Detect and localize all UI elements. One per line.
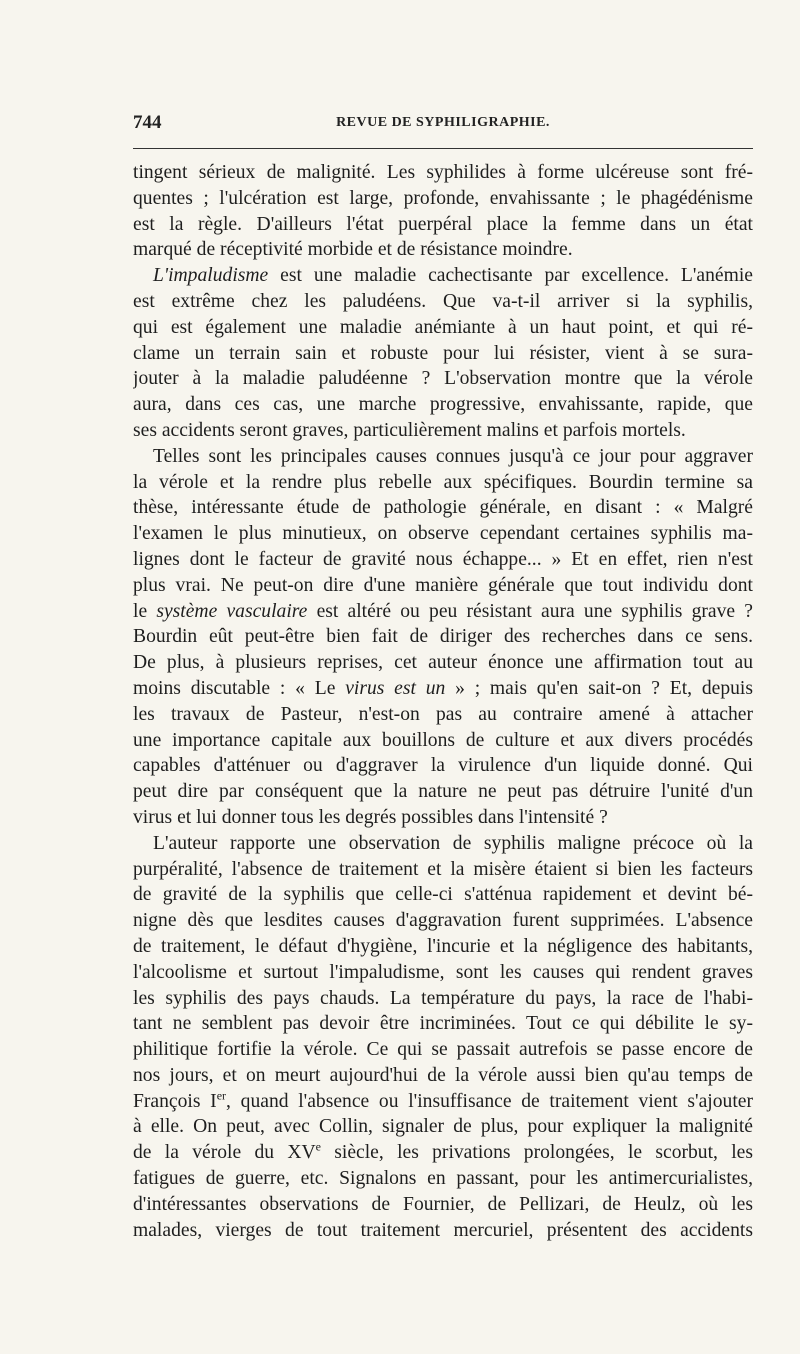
text-line: qui est également une maladie anémiante à un haut point, et qui ré- xyxy=(133,316,753,338)
text-line: est la règle. D'ailleurs l'état puerpéral place la femme dans un état xyxy=(133,213,753,235)
text-line: peut dire par conséquent que la nature ne peut pas détruire l'unité d'un xyxy=(133,781,753,803)
text-line: jouter à la maladie paludéenne ? L'observation montre que la vérole xyxy=(133,368,753,390)
text-line: les syphilis des pays chauds. La température du pays, la race de l'habi- xyxy=(133,987,753,1009)
text-line: l'examen le plus minutieux, on observe cependant certaines syphilis ma- xyxy=(133,523,753,545)
text-line: Bourdin eût peut-être bien fait de diriger des recherches dans ce sens. xyxy=(133,626,753,648)
text-line: à elle. On peut, avec Collin, signaler de plus, pour expliquer la malignité xyxy=(133,1116,753,1138)
italic-term: système vasculaire xyxy=(156,600,308,622)
superscript: e xyxy=(315,1140,321,1154)
text-line: d'intéressantes observations de Fournier, de Pellizari, de Heulz, où les xyxy=(133,1193,753,1215)
text-line: purpéralité, l'absence de traitement et la misère étaient si bien les facteurs xyxy=(133,858,753,880)
text-line: quentes ; l'ulcération est large, profonde, envahissante ; le phagédénisme xyxy=(133,187,753,209)
text-line: moins discutable : « Le virus est un » ; mais qu'en sait-on ? Et, depuis xyxy=(133,677,753,699)
text-line: marqué de réceptivité morbide et de résistance moindre. xyxy=(133,239,573,261)
text-line: clame un terrain sain et robuste pour lui résister, vient à se sura- xyxy=(133,342,753,364)
text-line: nos jours, et on meurt aujourd'hui de la vérole aussi bien qu'au temps de xyxy=(133,1064,753,1086)
page-number: 744 xyxy=(133,112,162,133)
text-line: les travaux de Pasteur, n'est-on pas au contraire amené à attacher xyxy=(133,703,753,725)
text-line: thèse, intéressante étude de pathologie générale, en disant : « Malgré xyxy=(133,497,753,519)
text-line: De plus, à plusieurs reprises, cet auteur énonce une affirmation tout au xyxy=(133,652,753,674)
text-line: de traitement, le défaut d'hygiène, l'incurie et la négligence des habitants, xyxy=(133,935,753,957)
running-title: REVUE DE SYPHILIGRAPHIE. xyxy=(336,115,550,130)
text-line: philitique fortifie la vérole. Ce qui se passait autrefois se passe encore de xyxy=(133,1039,753,1061)
header-rule xyxy=(133,148,753,149)
page-header xyxy=(133,112,753,138)
text-line: l'alcoolisme et surtout l'impaludisme, sont les causes qui rendent graves xyxy=(133,961,753,983)
text-line: plus vrai. Ne peut-on dire d'une manière générale que tout individu dont xyxy=(133,574,753,596)
text-line: ses accidents seront graves, particulièrement malins et parfois mortels. xyxy=(133,419,686,441)
text-line: malades, vierges de tout traitement mercuriel, présentent des accidents xyxy=(133,1219,753,1241)
superscript: er xyxy=(216,1088,227,1103)
text-line: nigne dès que lesdites causes d'aggravation furent supprimées. L'absence xyxy=(133,910,753,932)
text-line: L'auteur rapporte une observation de syphilis maligne précoce où la xyxy=(153,832,753,854)
text-line: de gravité de la syphilis que celle-ci s'atténua rapidement et devint bé- xyxy=(133,884,753,906)
text-line: Telles sont les principales causes connues jusqu'à ce jour pour aggraver xyxy=(153,445,753,467)
text-line: virus et lui donner tous les degrés possibles dans l'intensité ? xyxy=(133,806,608,828)
text-line: la vérole et la rendre plus rebelle aux spécifiques. Bourdin termine sa xyxy=(133,471,753,493)
italic-term: L'impaludisme xyxy=(153,265,269,287)
italic-term: virus est un xyxy=(345,677,446,699)
text-line: L'impaludisme est une maladie cachectisante par excellence. L'anémie xyxy=(153,265,753,287)
text-line: François Ier, quand l'absence ou l'insuffisance de traitement vient s'ajouter xyxy=(133,1088,753,1112)
text-line: fatigues de guerre, etc. Signalons en passant, pour les antimercurialistes, xyxy=(133,1168,753,1190)
text-line: aura, dans ces cas, une marche progressive, envahissante, rapide, que xyxy=(133,394,753,416)
body-text xyxy=(133,160,753,1243)
text-line: une importance capitale aux bouillons de culture et aux divers procédés xyxy=(133,729,753,751)
text-line: de la vérole du XVe siècle, les privations prolongées, le scorbut, les xyxy=(133,1140,753,1164)
text-line: capables d'atténuer ou d'aggraver la virulence d'un liquide donné. Qui xyxy=(133,755,753,777)
text-line: tingent sérieux de malignité. Les syphilides à forme ulcéreuse sont fré- xyxy=(133,162,753,183)
text-line: tant ne semblent pas devoir être incriminées. Tout ce qui débilite le sy- xyxy=(133,1013,753,1035)
text-line: lignes dont le facteur de gravité nous échappe... » Et en effet, rien n'est xyxy=(133,548,753,570)
text-line: est extrême chez les paludéens. Que va-t-il arriver si la syphilis, xyxy=(133,290,753,312)
text-line: le système vasculaire est altéré ou peu résistant aura une syphilis grave ? xyxy=(133,600,753,622)
